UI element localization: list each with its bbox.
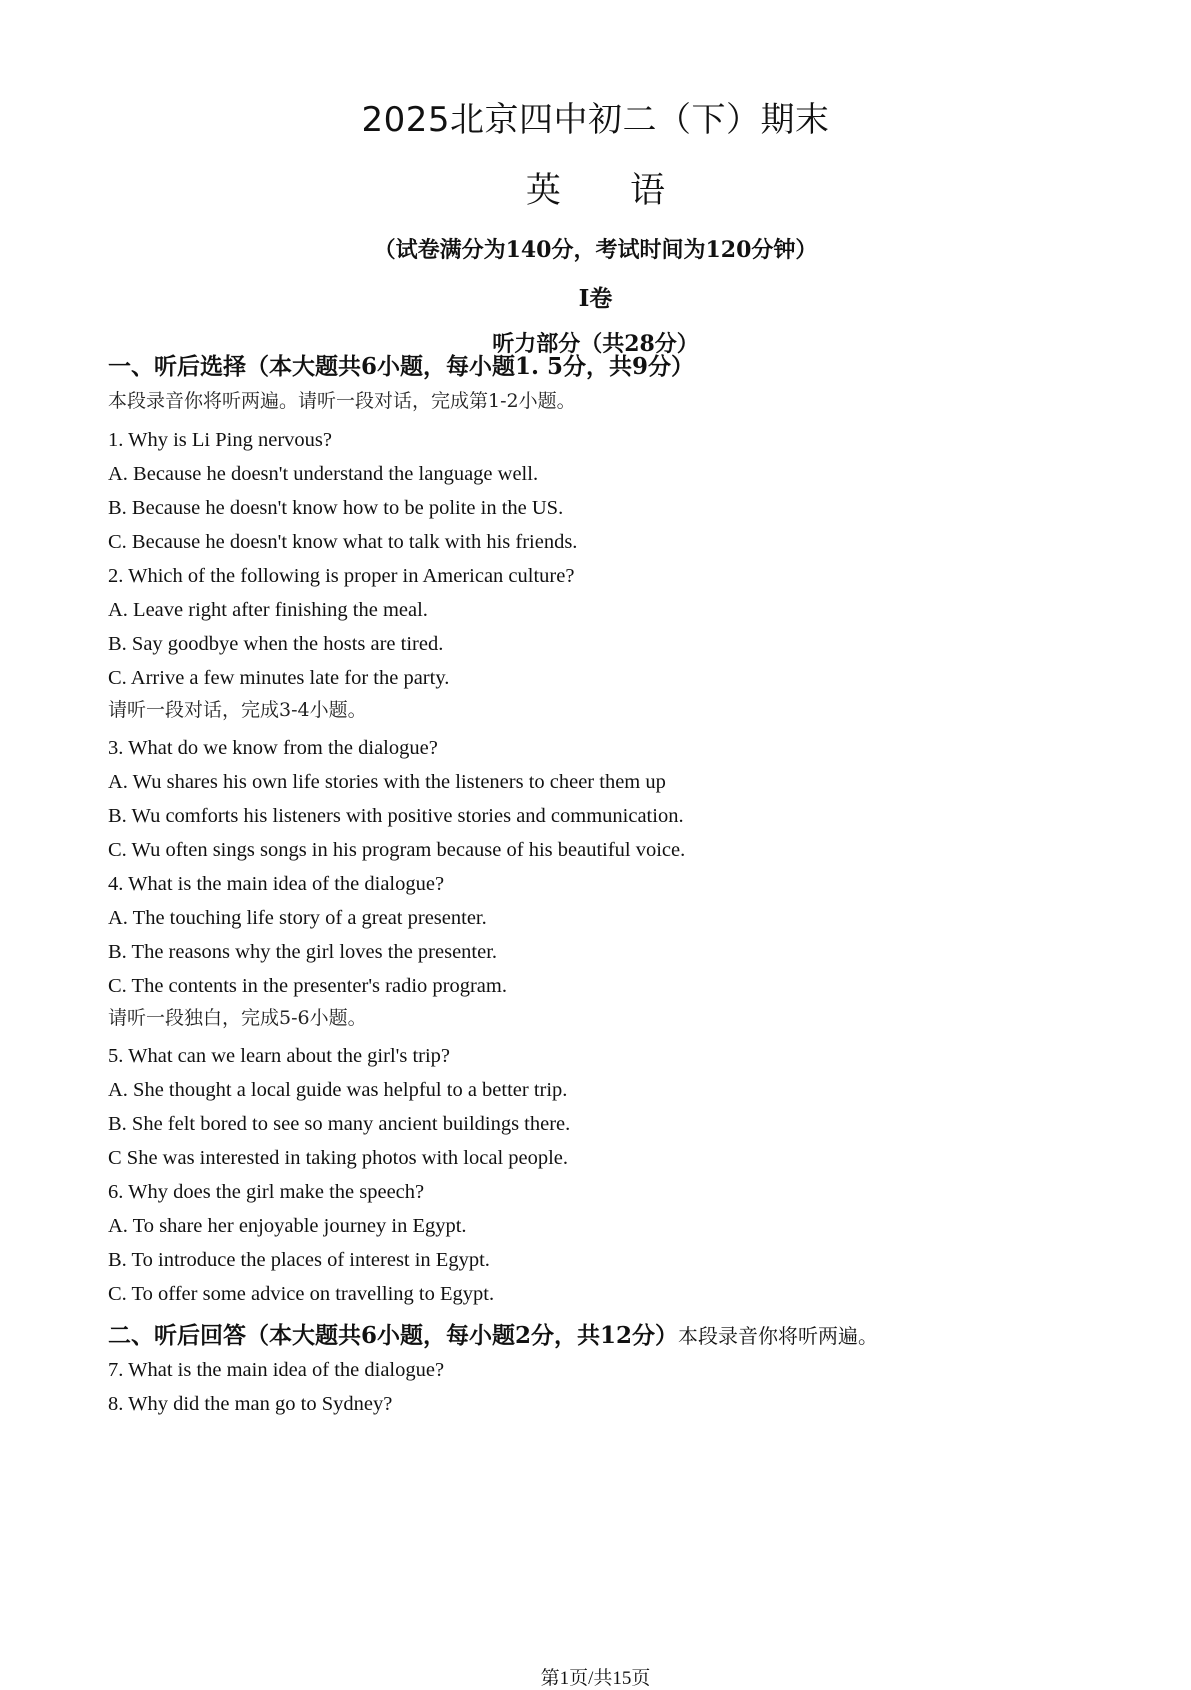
page-number: 第1页/共15页 xyxy=(540,1668,651,1689)
q6-option-c: C. To offer some advice on travelling to Egypt. xyxy=(108,1283,495,1305)
section1-heading: 一、听后选择（本大题共6小题，每小题1. 5分，共9分） xyxy=(108,353,695,380)
q1-option-a: A. Because he doesn't understand the language well. xyxy=(108,463,539,485)
subject-title: 英 语 xyxy=(525,171,666,211)
q4-option-a: A. The touching life story of a great presenter. xyxy=(108,907,487,929)
question-5: 5. What can we learn about the girl's trip? xyxy=(108,1045,451,1067)
question-3: 3. What do we know from the dialogue? xyxy=(108,737,438,759)
q5-option-b: B. She felt bored to see so many ancient buildings there. xyxy=(108,1113,571,1135)
question-2: 2. Which of the following is proper in American culture? xyxy=(108,565,575,587)
q2-option-b: B. Say goodbye when the hosts are tired. xyxy=(108,633,444,655)
q1-option-b: B. Because he doesn't know how to be polite in the US. xyxy=(108,497,564,519)
section2-heading xyxy=(108,1317,878,1350)
question-8: 8. Why did the man go to Sydney? xyxy=(108,1393,393,1415)
q4-option-c: C. The contents in the presenter's radio program. xyxy=(108,975,507,997)
volume-label: I卷 xyxy=(578,285,613,312)
instruction-3: 请听一段独白，完成5-6小题。 xyxy=(108,1007,367,1029)
instruction-1: 本段录音你将听两遍。请听一段对话，完成第1-2小题。 xyxy=(108,390,576,412)
q5-option-a: A. She thought a local guide was helpful to a better trip. xyxy=(108,1079,568,1101)
instruction-2: 请听一段对话，完成3-4小题。 xyxy=(108,699,367,721)
exam-title: 2025北京四中初二（下）期末 xyxy=(361,100,830,140)
q3-option-c: C. Wu often sings songs in his program because of his beautiful voice. xyxy=(108,839,686,861)
q4-option-b: B. The reasons why the girl loves the presenter. xyxy=(108,941,498,963)
question-4: 4. What is the main idea of the dialogue? xyxy=(108,873,445,895)
q5-option-c: C She was interested in taking photos with local people. xyxy=(108,1147,569,1169)
q3-option-a: A. Wu shares his own life stories with the listeners to cheer them up xyxy=(108,771,666,793)
exam-info: （试卷满分为140分，考试时间为120分钟） xyxy=(373,237,818,263)
q6-option-b: B. To introduce the places of interest in Egypt. xyxy=(108,1249,490,1271)
q2-option-c: C. Arrive a few minutes late for the party. xyxy=(108,667,450,689)
q1-option-c: C. Because he doesn't know what to talk with his friends. xyxy=(108,531,578,553)
section2-heading-text: 二、听后回答（本大题共6小题，每小题2分，共12分） xyxy=(108,1322,679,1349)
q6-option-a: A. To share her enjoyable journey in Egypt. xyxy=(108,1215,467,1237)
q3-option-b: B. Wu comforts his listeners with positive stories and communication. xyxy=(108,805,684,827)
question-7: 7. What is the main idea of the dialogue? xyxy=(108,1359,445,1381)
question-1: 1. Why is Li Ping nervous? xyxy=(108,429,332,451)
part-heading: 听力部分（共28分） xyxy=(492,331,699,357)
question-6: 6. Why does the girl make the speech? xyxy=(108,1181,425,1203)
q2-option-a: A. Leave right after finishing the meal. xyxy=(108,599,428,621)
section2-heading-tail: 本段录音你将听两遍。 xyxy=(678,1324,879,1348)
